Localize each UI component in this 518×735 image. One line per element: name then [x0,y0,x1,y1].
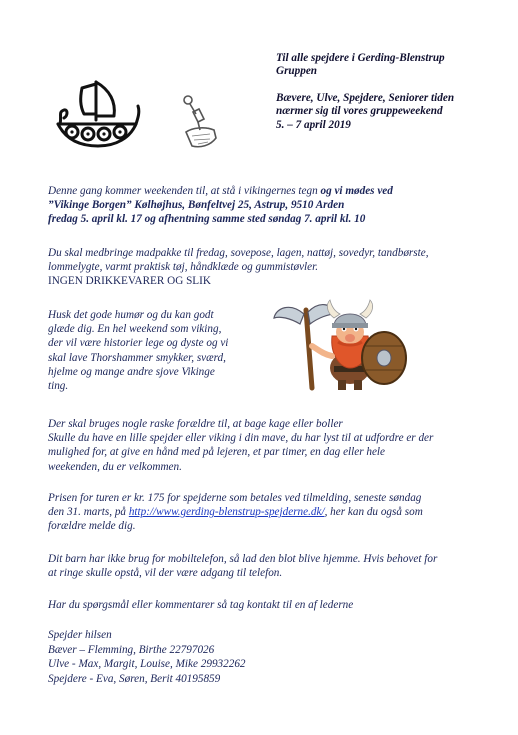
signoff-line-3: Spejdere - Eva, Søren, Berit 40195859 [48,672,221,685]
bring-line-3: INGEN DRIKKEVARER OG SLIK [48,275,211,288]
price-paragraph [48,491,508,534]
humor-line-1: Husk det gode humør og du kan godt [48,309,214,321]
intro-location: ”Vikinge Borgen” Kølhøjhus, Bønfeltvej 25, Astrup, 9510 Arden [48,199,345,212]
phone-line-2: at ringe skulle opstå, vil der være adgang til telefon. [48,567,283,580]
price-line-1: Prisen for turen er kr. 175 for spejderne som betales ved tilmelding, seneste søndag [48,492,422,504]
header-line-1: Til alle spejdere i Gerding-Blenstrup [276,52,445,64]
intro-text: Denne gang kommer weekenden til, at stå i vikingernes tegn [48,185,318,197]
parents-line-4: weekenden, du er velkommen. [48,460,182,473]
thors-hammer-icon [176,92,224,152]
bring-paragraph [48,246,508,289]
header-line-3: Bævere, Ulve, Spejdere, Seniorer tiden [276,91,455,104]
header-block [276,52,506,145]
header-line-2: Gruppen [276,65,318,78]
humor-line-2: glæde dig. En hel weekend som viking, [48,323,222,336]
parents-line-1: Der skal bruges nogle raske forældre til, at bage kage eller boller [48,418,343,430]
parents-line-3: mulighed for, at give en hånd med på lejeren, et par timer, en dag eller hele [48,446,385,459]
price-line-2-pre: den 31. marts, på [48,506,129,519]
signoff-greeting: Spejder hilsen [48,629,112,641]
phone-paragraph [48,552,508,580]
header-line-4: nærmer sig til vores gruppeweekend [276,105,443,118]
parents-paragraph [48,417,508,474]
humor-line-3: der vil være historier lege og dyste og vi [48,337,229,350]
humor-line-6: ting. [48,380,69,393]
price-line-2-post: , her kan du også som [324,506,423,519]
humor-line-5: hjelme og mange andre sjove Vikinge [48,365,215,378]
phone-line-1: Dit barn har ikke brug for mobiltelefon, så lad den blot blive hjemme. Hvis behovet for [48,553,438,565]
humor-paragraph [48,308,278,393]
intro-bold-1: og vi mødes ved [317,185,393,197]
price-line-3: forældre melde dig. [48,520,136,533]
header-line-5: 5. – 7 april 2019 [276,118,351,131]
bring-line-1: Du skal medbringe madpakke til fredag, sovepose, lagen, nattøj, sovedyr, tandbørste, [48,247,429,259]
questions-paragraph [48,598,508,612]
viking-cartoon-illustration [270,296,420,392]
parents-line-2: Skulle du have en lille spejder eller viking i din mave, du har lyst til at udfordre er der [48,432,434,445]
signoff-line-2: Ulve - Max, Margit, Louise, Mike 29932262 [48,658,246,671]
signoff-line-1: Bæver – Flemming, Birthe 22797026 [48,643,215,656]
bring-line-2: lommelygte, varmt praktisk tøj, håndklæde og gummistøvler. [48,261,319,274]
humor-line-4: skal lave Thorshammer smykker, sværd, [48,351,226,364]
signoff-block [48,628,508,686]
signup-link[interactable]: http://www.gerding-blenstrup-spejderne.dk/ [128,506,325,519]
intro-dates: fredag 5. april kl. 17 og afhentning samme sted søndag 7. april kl. 10 [48,213,366,226]
intro-paragraph [48,184,508,227]
viking-ship-icon [52,76,144,156]
questions-line: Har du spørgsmål eller kommentarer så tag kontakt til en af lederne [48,599,354,611]
